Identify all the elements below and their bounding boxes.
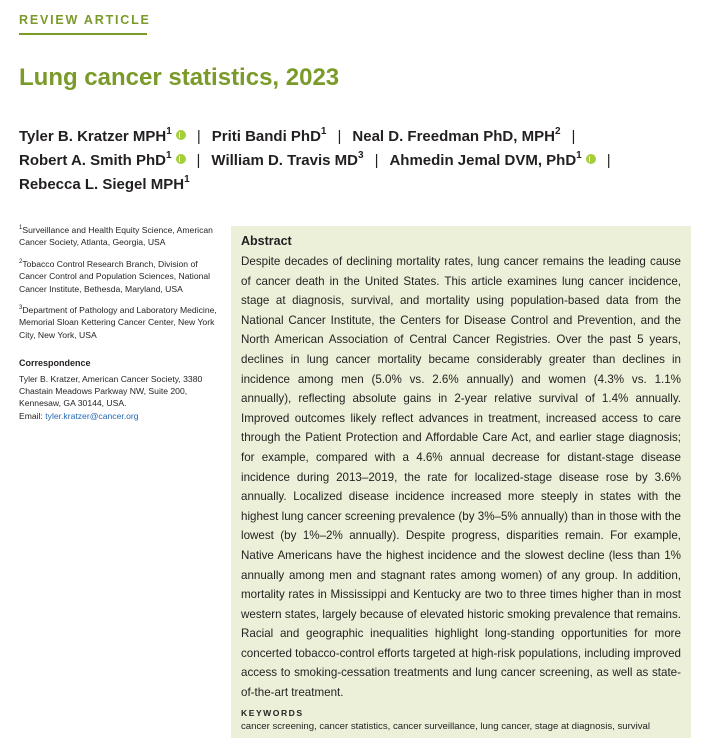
abstract-box (231, 226, 691, 738)
author-separator: | (374, 152, 379, 169)
article-type-underline (19, 33, 147, 35)
affiliation-text: Tobacco Control Research Branch, Division of Cancer Control and Population Sciences, National Cancer Institute, Bethesda, Maryland, USA (19, 258, 211, 294)
correspondence-address: Tyler B. Kratzer, American Cancer Society, 3380 Chastain Meadows Parkway NW, Suite 200, Kennesaw, GA 30144, USA. (19, 373, 203, 409)
correspondence-heading: Correspondence (19, 358, 91, 369)
author-name: Ahmedin Jemal DVM, PhD (389, 152, 577, 169)
author-name: Robert A. Smith PhD (19, 152, 166, 169)
author-name: Priti Bandi PhD (211, 128, 321, 145)
article-type: REVIEW ARTICLE (19, 13, 151, 27)
orcid-icon[interactable] (176, 154, 186, 164)
affiliations-column (19, 224, 219, 422)
author-affiliation-number: 1 (166, 126, 172, 137)
author-affiliation-number: 1 (184, 174, 190, 185)
affiliation (19, 304, 219, 341)
author-separator: | (196, 152, 201, 169)
author-name: Tyler B. Kratzer MPH (19, 128, 167, 145)
author-separator: | (571, 128, 576, 145)
correspondence-email-line (19, 410, 219, 422)
orcid-icon[interactable] (586, 154, 596, 164)
affiliation-text: Department of Pathology and Laboratory Medicine, Memorial Sloan Kettering Cancer Center, New York City, New York, USA (19, 305, 217, 340)
affiliation-text: Surveillance and Health Equity Science, American Cancer Society, Atlanta, Georgia, USA (19, 225, 213, 248)
author[interactable] (19, 128, 186, 145)
affiliation-number: 1 (19, 225, 23, 232)
abstract-text: Despite decades of declining mortality rates, lung cancer remains the leading cause of cancer death in the United States. This article examines lung cancer incidence, stage at diagnosis, survival, and mortality using population-based data from the National Cancer Institute, the Centers for Disease Control and Prevention, and the North American Association of Central Cancer Registries. Over the past 5 years, declines in lung cancer mortality became considerably greater than declines in incidence among men (5.0% vs. 2.6% annually) and women (4.3% vs. 1.1% annually), reflecting absolute gains in 2-year relative survival of 1.4% annually. Improved outcomes likely reflect advances in treatment, increased access to care through the Patient Protection and Affordable Care Act, and earlier stage diagnosis; for example, compared with a 4.6% annual decrease for distant-stage disease incidence during 2013–2019, the rate for localized-stage disease rose by 3.6% annually. Localized disease incidence increased more steeply in states with the highest lung cancer screening prevalence (by 3%–5% annually) than in those with the lowest (by 1%–2% annually). Despite progress, disparities remain. For example, Native Americans have the highest incidence and the slowest decline (less than 1% annually among men and stagnant rates among women) of any group. In addition, mortality rates in Mississippi and Kentucky are two to three times higher than in most western states, largely because of elevated historic smoking prevalence that remains. Racial and geographic inequalities highlight long-standing opportunities for more concerted tobacco-control efforts targeted at high-risk populations, including improved access to smoking-cessation treatments and lung cancer screening, as well as state-of-the-art treatment. (241, 255, 681, 700)
article-title: Lung cancer statistics, 2023 (19, 64, 340, 91)
affiliation-number: 3 (19, 305, 23, 312)
abstract-heading: Abstract (241, 234, 292, 248)
author[interactable] (19, 152, 186, 169)
author-name: Rebecca L. Siegel MPH (19, 176, 185, 193)
author-affiliation-number: 3 (358, 150, 364, 161)
author-separator: | (337, 128, 342, 145)
author[interactable] (212, 128, 327, 145)
email-label: Email: (19, 410, 43, 421)
author-affiliation-number: 1 (320, 126, 327, 137)
author[interactable] (19, 176, 190, 193)
affiliation-number: 2 (19, 258, 23, 265)
keywords-text: cancer screening, cancer statistics, cancer surveillance, lung cancer, stage at diagnosis, survival (241, 721, 650, 732)
author[interactable] (211, 152, 363, 169)
affiliation (19, 258, 219, 295)
author-separator: | (196, 128, 201, 145)
author-affiliation-number: 2 (554, 126, 561, 137)
author-affiliation-number: 1 (165, 150, 172, 161)
author-separator: | (606, 152, 611, 169)
author[interactable] (352, 128, 560, 145)
email-link[interactable]: tyler.kratzer@cancer.org (45, 410, 139, 421)
author-list (19, 125, 699, 197)
author-affiliation-number: 1 (576, 150, 582, 161)
author-name: William D. Travis MD (211, 152, 358, 169)
keywords-heading: KEYWORDS (241, 708, 304, 718)
author-name: Neal D. Freedman PhD, MPH (352, 128, 555, 145)
author[interactable] (389, 152, 595, 169)
orcid-icon[interactable] (176, 130, 186, 140)
affiliation (19, 224, 219, 249)
